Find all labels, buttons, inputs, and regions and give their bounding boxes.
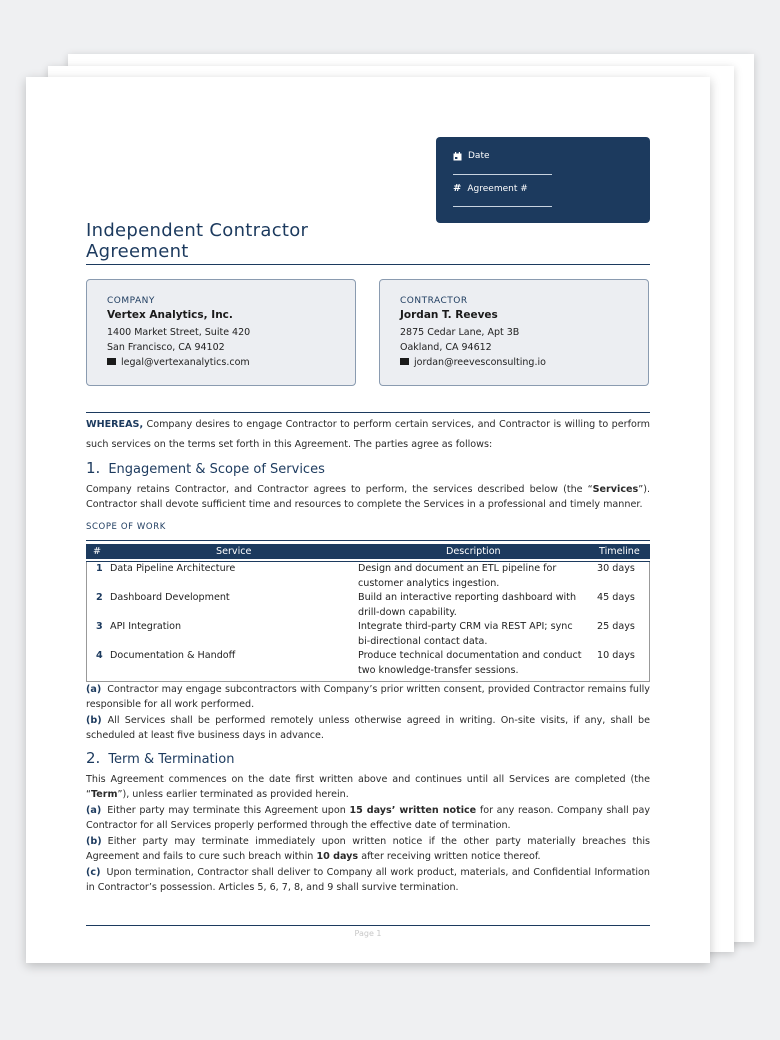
company-box bbox=[86, 279, 356, 386]
clause-text: for any reason. Company shall pay Contractor for all Services properly performed through the effective date of termination. bbox=[86, 805, 651, 831]
row-number: 2 bbox=[96, 592, 103, 603]
date-agreement-box bbox=[436, 137, 650, 223]
date-label: Date bbox=[468, 151, 490, 161]
row-service: Data Pipeline Architecture bbox=[110, 563, 236, 574]
agreement-number-field[interactable] bbox=[453, 183, 528, 194]
section-2-number: 2. bbox=[86, 749, 101, 767]
row-number: 4 bbox=[96, 650, 103, 661]
header-num: # bbox=[93, 546, 102, 557]
section-1-intro-a: Company retains Contractor, and Contractor agrees to perform, the services described below (the “ bbox=[86, 484, 593, 495]
clause-label: (a) bbox=[86, 684, 102, 695]
company-email[interactable]: legal@vertexanalytics.com bbox=[121, 357, 250, 368]
company-label: COMPANY bbox=[107, 296, 155, 306]
document-page bbox=[26, 77, 710, 963]
envelope-icon bbox=[400, 358, 409, 365]
header-description: Description bbox=[446, 546, 501, 557]
row-service: Dashboard Development bbox=[110, 592, 230, 603]
table-header bbox=[86, 544, 650, 559]
section-2-clause-c bbox=[86, 865, 650, 895]
contractor-address-1: 2875 Cedar Lane, Apt 3B bbox=[400, 327, 520, 338]
agreement-underline bbox=[453, 206, 552, 207]
clause-label: (c) bbox=[86, 867, 101, 878]
date-field[interactable] bbox=[453, 151, 490, 161]
section-1-clause-b bbox=[86, 713, 650, 743]
clause-text: Upon termination, Contractor shall deliver to Company all work product, materials, and Confidential Information in Contractor’s possession. Articles 5, 6, 7, 8, and 9 shall survive termination. bbox=[86, 867, 650, 893]
header-timeline: Timeline bbox=[599, 546, 640, 557]
clause-text: Contractor may engage subcontractors with Company’s prior written consent, provided Contractor remains fully responsible for all work performed. bbox=[86, 684, 650, 710]
row-service: Documentation & Handoff bbox=[110, 650, 236, 661]
agreement-label: Agreement # bbox=[467, 183, 528, 194]
contractor-address-2: Oakland, CA 94612 bbox=[400, 342, 492, 353]
whereas-paragraph bbox=[86, 415, 650, 455]
company-email-row bbox=[107, 355, 250, 370]
row-service: API Integration bbox=[110, 621, 182, 632]
page-number: Page 1 bbox=[354, 929, 382, 938]
row-number: 3 bbox=[96, 621, 103, 632]
contractor-box bbox=[379, 279, 649, 386]
section-1-heading bbox=[86, 459, 325, 477]
section-2-clause-b bbox=[86, 834, 650, 864]
whereas-divider bbox=[86, 412, 650, 413]
table-top-rule bbox=[86, 540, 650, 541]
envelope-icon bbox=[107, 358, 116, 365]
row-timeline: 25 days bbox=[597, 621, 635, 632]
clause-label: (b) bbox=[86, 836, 102, 847]
clause-text: Either party may terminate immediately upon written notice if the other party materially breaches this Agreement and fails to cure such breach within bbox=[86, 836, 650, 862]
footer-divider bbox=[86, 925, 650, 926]
title-line-2: Agreement bbox=[86, 241, 189, 262]
section-2-intro-a: This Agreement commences on the date first written above and continues until all Services are completed (the “ bbox=[86, 774, 650, 800]
row-description: Build an interactive reporting dashboard with drill-down capability. bbox=[358, 592, 577, 618]
term-term: Term bbox=[90, 789, 118, 800]
section-2-clause-a bbox=[86, 803, 650, 833]
title-divider bbox=[86, 264, 650, 265]
company-name: Vertex Analytics, Inc. bbox=[107, 309, 233, 321]
clause-text: Either party may terminate this Agreement upon bbox=[107, 805, 350, 816]
section-1-intro-b: ”). Contractor shall devote sufficient time and resources to complete the Services in a professional and timely manner. bbox=[86, 484, 650, 510]
section-2-title: Term & Termination bbox=[108, 752, 235, 767]
company-address-1: 1400 Market Street, Suite 420 bbox=[107, 327, 251, 338]
section-2-heading bbox=[86, 749, 234, 767]
hash-icon: # bbox=[453, 183, 462, 194]
section-2-intro bbox=[86, 772, 650, 802]
scope-of-work-label: SCOPE OF WORK bbox=[86, 522, 166, 532]
contractor-name: Jordan T. Reeves bbox=[400, 309, 498, 321]
clause-label: (a) bbox=[86, 805, 102, 816]
contractor-email-row bbox=[400, 355, 546, 370]
whereas-text: Company desires to engage Contractor to perform certain services, and Contractor is willing to perform such services on the terms set forth in this Agreement. The parties agree as follows: bbox=[86, 419, 650, 450]
date-underline bbox=[453, 174, 552, 175]
services-term: Services bbox=[592, 484, 639, 495]
row-number: 1 bbox=[96, 563, 103, 574]
section-1-title: Engagement & Scope of Services bbox=[108, 462, 325, 477]
clause-text: All Services shall be performed remotely unless otherwise agreed in writing. On-site visits, if any, shall be scheduled at least five business days in advance. bbox=[86, 715, 650, 741]
title-line-1: Independent Contractor bbox=[86, 220, 309, 241]
contractor-email[interactable]: jordan@reevesconsulting.io bbox=[414, 357, 546, 368]
contractor-label: CONTRACTOR bbox=[400, 296, 468, 306]
clause-label: (b) bbox=[86, 715, 102, 726]
row-timeline: 30 days bbox=[597, 563, 635, 574]
calendar-icon bbox=[453, 152, 462, 161]
page-title bbox=[86, 220, 366, 262]
company-address-2: San Francisco, CA 94102 bbox=[107, 342, 225, 353]
section-1-number: 1. bbox=[86, 459, 101, 477]
section-1-intro bbox=[86, 482, 650, 512]
clause-text: after receiving written notice thereof. bbox=[358, 851, 541, 862]
row-timeline: 45 days bbox=[597, 592, 635, 603]
row-timeline: 10 days bbox=[597, 650, 635, 661]
cure-period: 10 days bbox=[316, 851, 359, 862]
row-description: Produce technical documentation and conduct two knowledge-transfer sessions. bbox=[358, 650, 582, 676]
row-description: Design and document an ETL pipeline for customer analytics ingestion. bbox=[358, 563, 557, 589]
notice-period: 15 days’ written notice bbox=[349, 805, 477, 816]
row-description: Integrate third-party CRM via REST API; sync bi-directional contact data. bbox=[358, 621, 573, 647]
header-service: Service bbox=[216, 546, 252, 557]
section-2-intro-b: ”), unless earlier terminated as provided herein. bbox=[117, 789, 349, 800]
section-1-clause-a bbox=[86, 682, 650, 712]
whereas-lead: WHEREAS, bbox=[86, 419, 144, 430]
